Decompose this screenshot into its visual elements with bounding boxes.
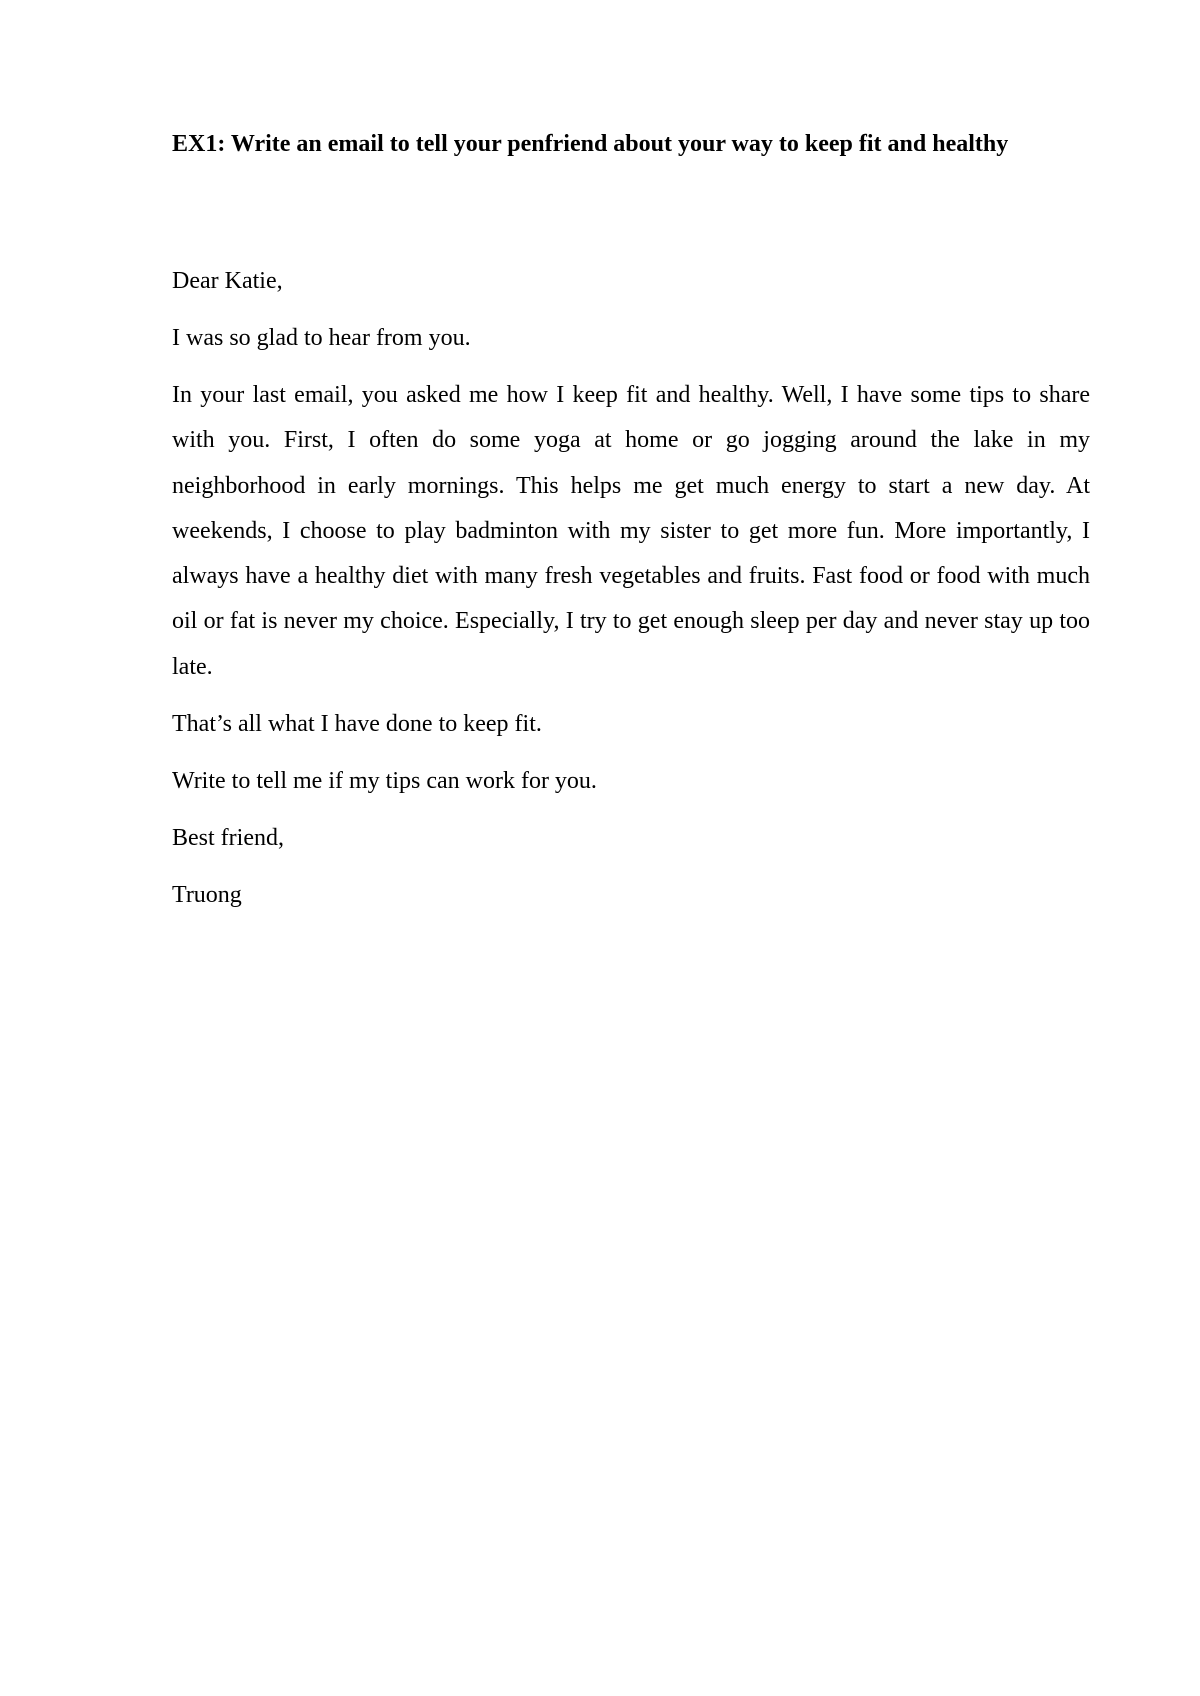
letter-opening: I was so glad to hear from you. — [172, 325, 471, 351]
letter-summary: That’s all what I have done to keep fit. — [172, 711, 542, 738]
letter-closing: Best friend, — [172, 825, 284, 852]
email-letter — [172, 259, 1090, 918]
letter-request: Write to tell me if my tips can work for you. — [172, 768, 597, 795]
document-content — [172, 122, 1090, 930]
exercise-title: EX1: Write an email to tell your penfriend about your way to keep fit and healthy — [172, 131, 1009, 157]
letter-greeting: Dear Katie, — [172, 268, 283, 294]
letter-body-paragraph: In your last email, you asked me how I keep fit and healthy. Well, I have some tips to share with you. First, I often do some yoga at home or go jogging around the lake in my neighborhood in early mornings. This helps me get much energy to start a new day. At weekends, I choose to play badminton with my sister to get more fun. More importantly, I always have a healthy diet with many fresh vegetables and fruits. Fast food or food with much oil or fat is never my choice. Especially, I try to get enough sleep per day and never stay up too late. — [172, 382, 1090, 680]
letter-signature: Truong — [172, 882, 242, 909]
